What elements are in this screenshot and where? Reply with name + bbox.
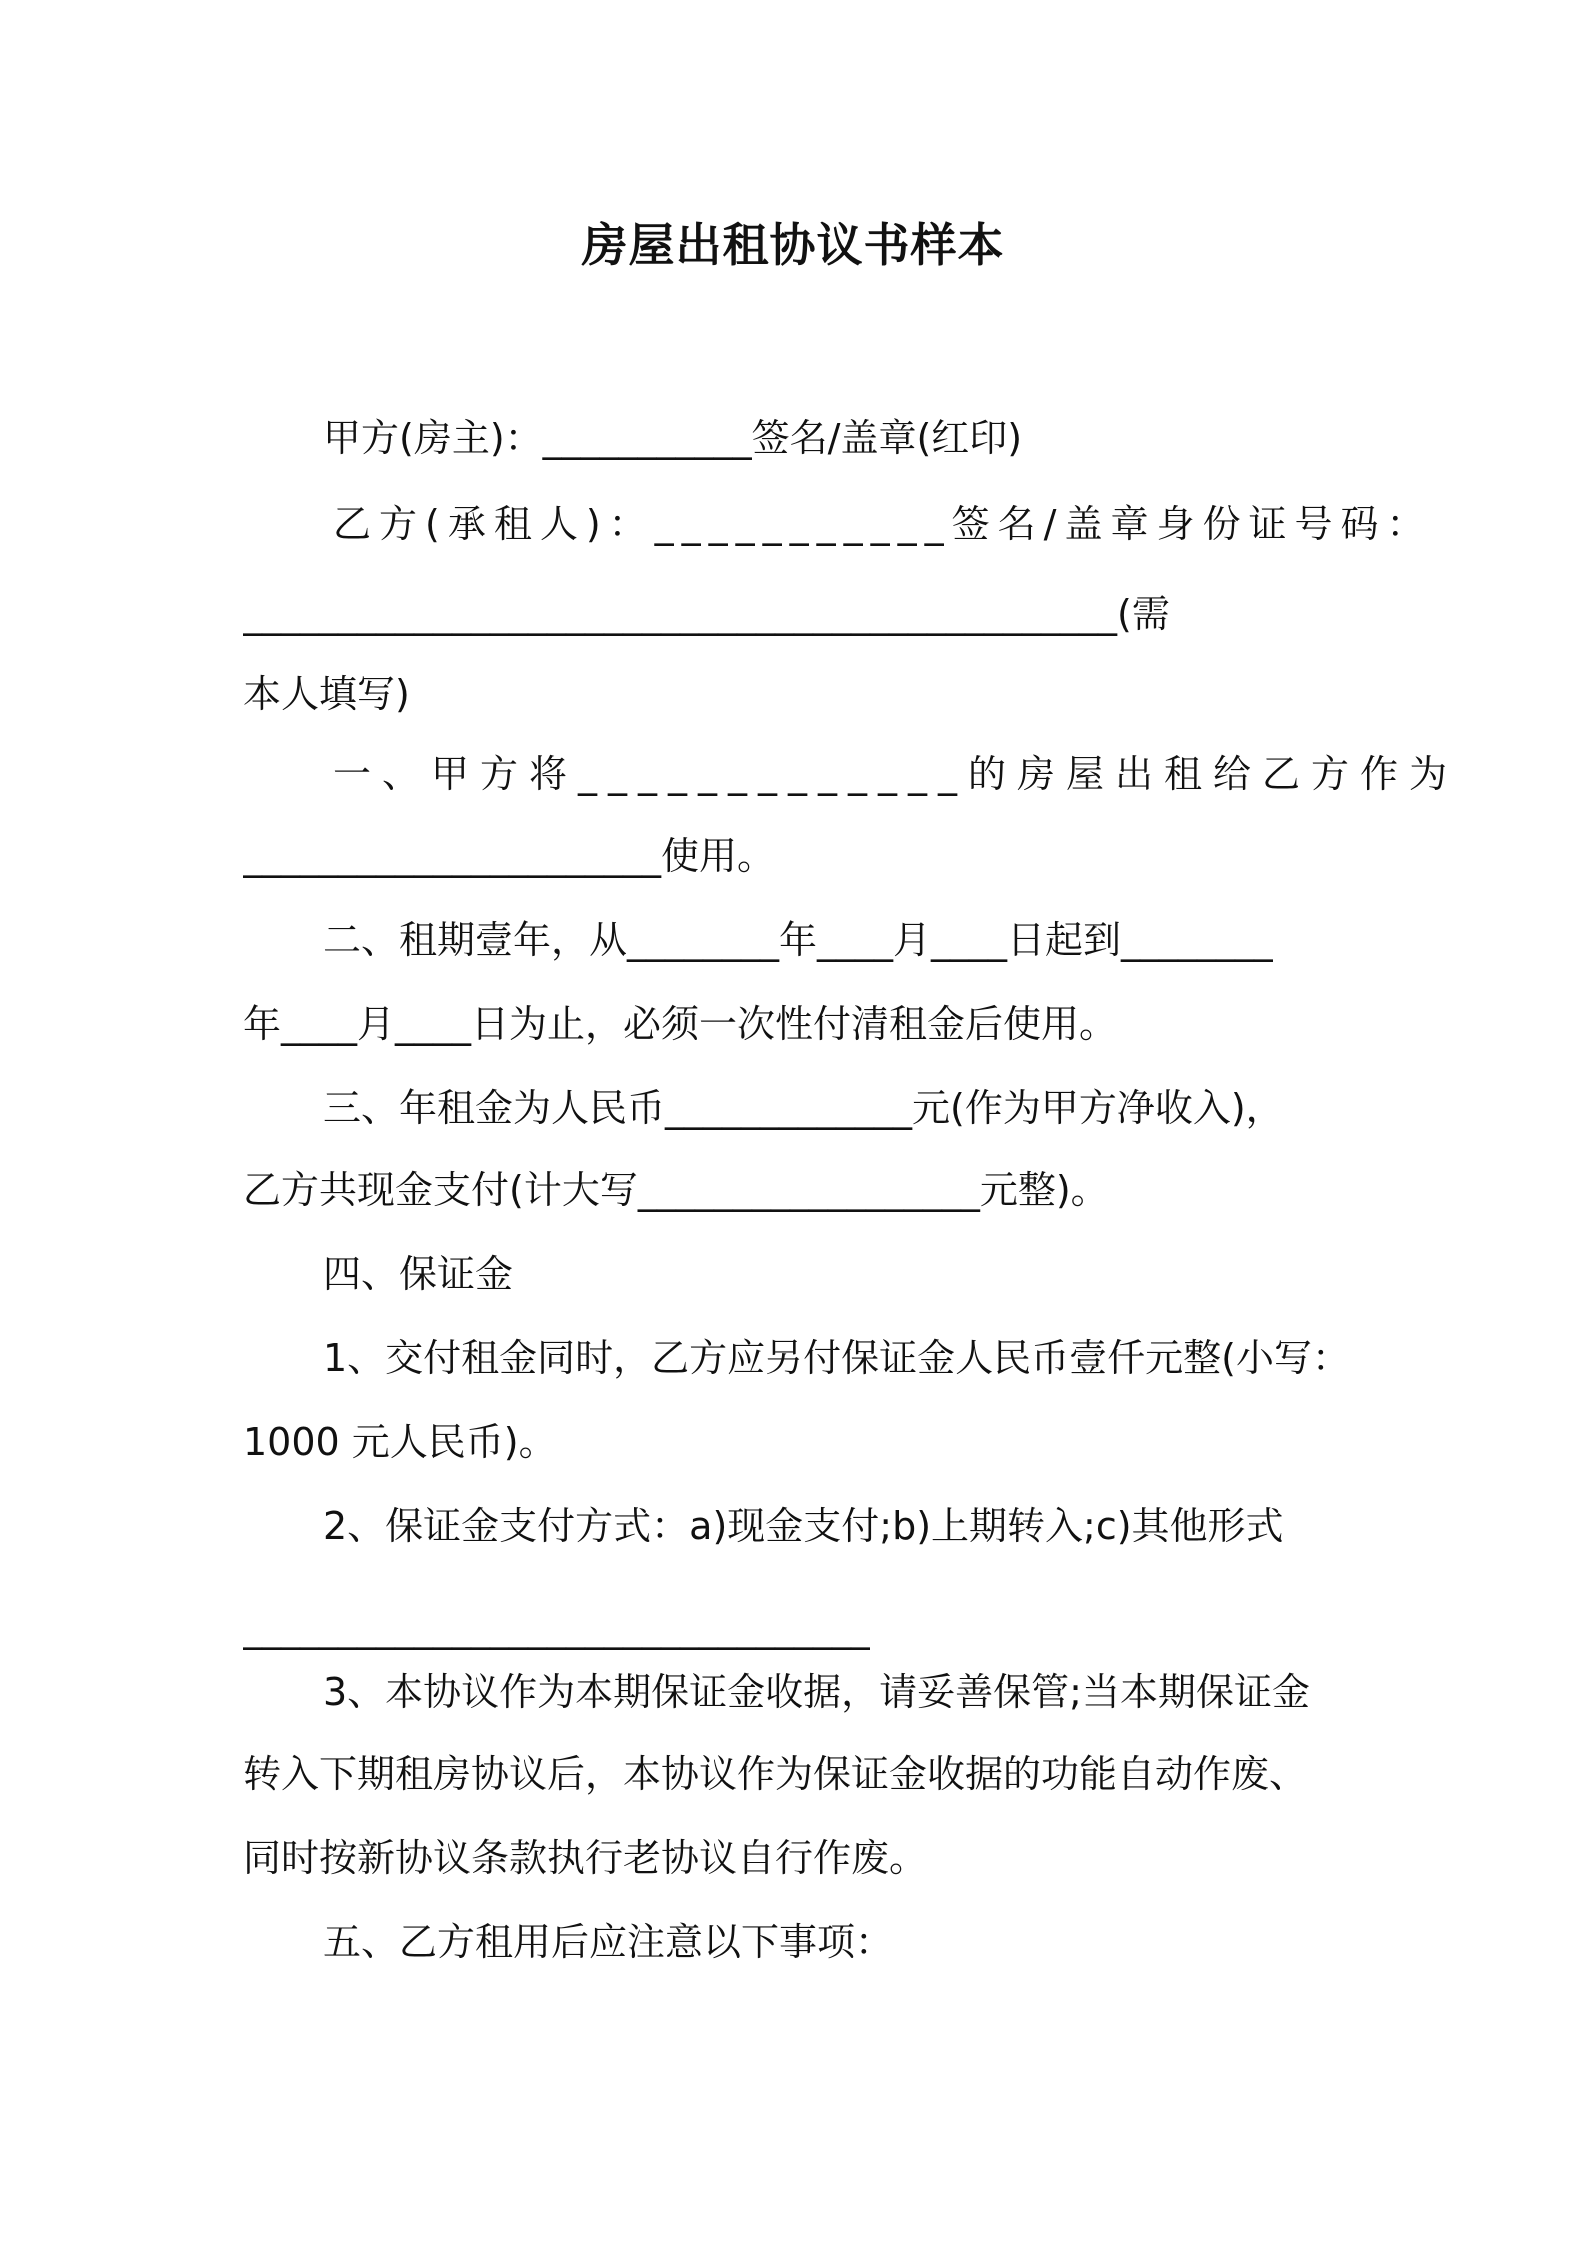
- document-title: 房屋出租协议书样本: [581, 218, 1005, 272]
- deposit-item-1-line-2: 1000 元人民币)。: [243, 1420, 557, 1464]
- deposit-item-1-line-1: 1、交付租金同时，乙方应另付保证金人民币壹仟元整(小写：: [323, 1336, 1351, 1380]
- deposit-item-2-blank-line: _________________________________: [243, 1606, 870, 1650]
- deposit-item-2-line-1: 2、保证金支付方式：a)现金支付;b)上期转入;c)其他形式: [323, 1504, 1284, 1548]
- clause-4-heading: 四、保证金: [323, 1252, 514, 1296]
- party-b-line: 乙方(承租人)：___________签名/盖章身份证号码：: [333, 502, 1433, 546]
- clause-3-line-1: 三、年租金为人民币_____________元(作为甲方净收入)，: [323, 1086, 1284, 1130]
- party-a-line: 甲方(房主)：___________签名/盖章(红印): [323, 416, 1023, 460]
- clause-1-line-2: ______________________使用。: [243, 834, 776, 878]
- clause-3-line-2: 乙方共现金支付(计大写__________________元整)。: [243, 1168, 1109, 1212]
- deposit-item-3-line-2: 转入下期租房协议后，本协议作为保证金收据的功能自动作废、: [243, 1752, 1308, 1796]
- id-number-blank-line: ______________________________________________(需: [243, 592, 1170, 636]
- clause-2-line-1: 二、租期壹年，从________年____月____日起到________: [323, 918, 1274, 962]
- clause-5-heading: 五、乙方租用后应注意以下事项：: [323, 1920, 894, 1964]
- clause-2-line-2: 年____月____日为止，必须一次性付清租金后使用。: [243, 1002, 1118, 1046]
- id-number-note-line: 本人填写): [243, 672, 410, 716]
- deposit-item-3-line-1: 3、本协议作为本期保证金收据，请妥善保管;当本期保证金: [323, 1670, 1310, 1714]
- deposit-item-3-line-3: 同时按新协议条款执行老协议自行作废。: [243, 1836, 928, 1880]
- clause-1-line-1: 一、甲方将_____________的房屋出租给乙方作为: [333, 752, 1459, 796]
